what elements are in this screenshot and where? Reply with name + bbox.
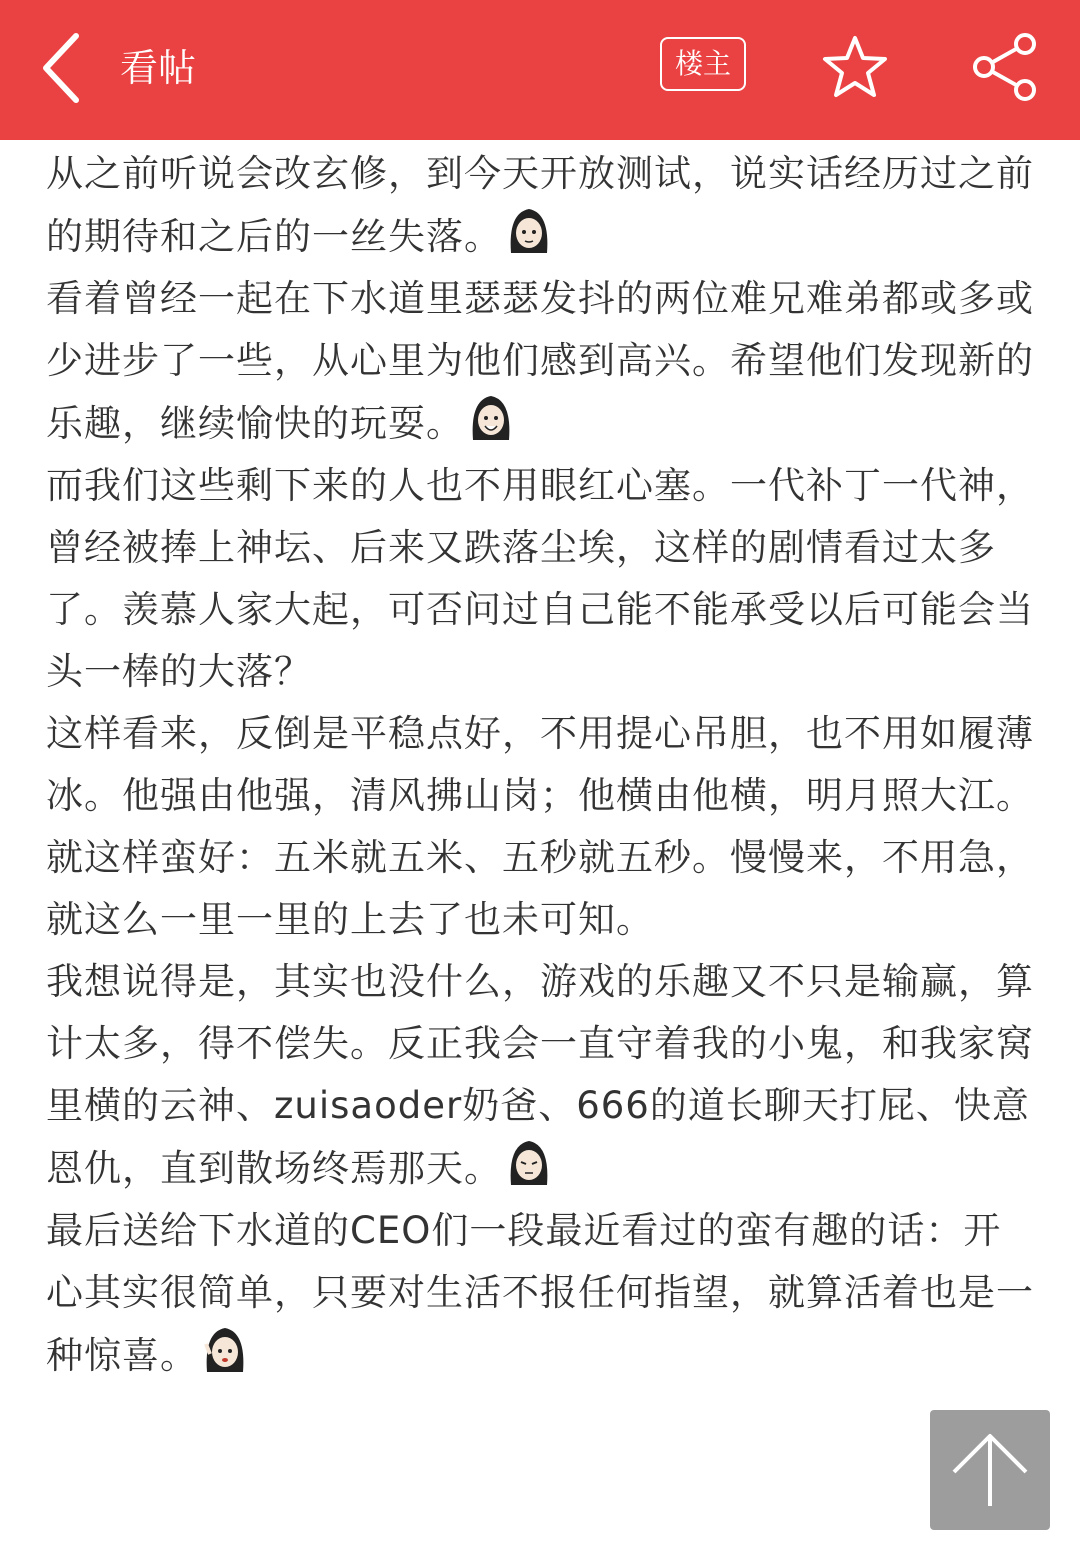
post-paragraph xyxy=(46,455,1036,703)
post-paragraph xyxy=(46,1200,1036,1387)
emoticon-face-icon xyxy=(468,392,514,442)
star-icon[interactable] xyxy=(822,34,888,100)
emoticon-face-icon xyxy=(506,1137,552,1187)
paragraph-text: 从之前听说会改玄修，到今天开放测试，说实话经历过之前的期待和之后的一丝失落。 xyxy=(46,152,1034,258)
page-title: 看帖 xyxy=(120,46,197,90)
paragraph-text: 最后送给下水道的CEO们一段最近看过的蛮有趣的话：开心其实很简单，只要对生活不报任何指望，就算活着也是一种惊喜。 xyxy=(46,1209,1034,1377)
paragraph-text: 我想说得是，其实也没什么，游戏的乐趣又不只是输赢，算计太多，得不偿失。反正我会一直守着我的小鬼，和我家窝里横的云神、zuisaoder奶爸、666的道长聊天打屁、快意恩仇，直到散场终焉那天。 xyxy=(46,960,1034,1190)
arrow-up-icon xyxy=(930,1410,1050,1530)
scroll-top-button[interactable] xyxy=(930,1410,1050,1530)
post-paragraph xyxy=(46,143,1036,268)
paragraph-text: 而我们这些剩下来的人也不用眼红心塞。一代补丁一代神，曾经被捧上神坛、后来又跌落尘埃，这样的剧情看过太多了。羡慕人家大起，可否问过自己能不能承受以后可能会当头一棒的大落？ xyxy=(46,464,1034,693)
top-bar xyxy=(0,0,1080,140)
post-paragraph xyxy=(46,268,1036,455)
share-icon[interactable] xyxy=(970,32,1040,102)
emoticon-face-icon xyxy=(202,1324,248,1374)
post-paragraph xyxy=(46,951,1036,1200)
post-content xyxy=(46,143,1036,1387)
back-chevron-icon[interactable] xyxy=(38,28,98,108)
post-paragraph xyxy=(46,703,1036,827)
paragraph-text: 就这样蛮好：五米就五米、五秒就五秒。慢慢来，不用急，就这么一里一里的上去了也未可知。 xyxy=(46,836,1034,941)
owner-only-button[interactable]: 楼主 xyxy=(660,37,746,91)
emoticon-face-icon xyxy=(506,205,552,255)
paragraph-text: 这样看来，反倒是平稳点好，不用提心吊胆，也不用如履薄冰。他强由他强，清风拂山岗；他横由他横，明月照大江。 xyxy=(46,712,1034,817)
post-paragraph xyxy=(46,827,1036,951)
paragraph-text: 看着曾经一起在下水道里瑟瑟发抖的两位难兄难弟都或多或少进步了一些，从心里为他们感到高兴。希望他们发现新的乐趣，继续愉快的玩耍。 xyxy=(46,277,1034,445)
